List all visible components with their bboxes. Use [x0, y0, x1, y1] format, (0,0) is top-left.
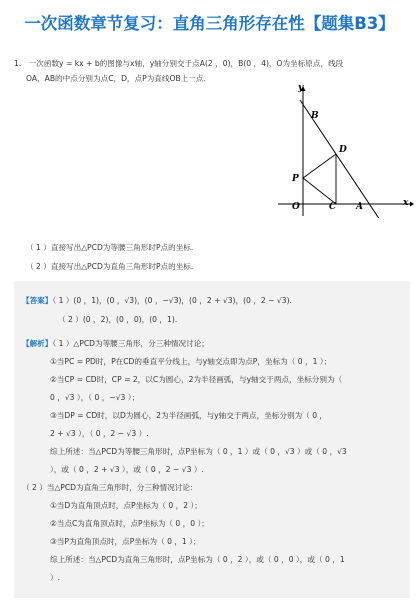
label-x: x — [403, 198, 409, 208]
question-line-2: OA，AB的中点分别为点C，D，点P为直线OB上一点. — [26, 74, 206, 83]
question-line-1 — [14, 58, 343, 69]
sub-question-1: （ 1 ）直接写出△PCD为等腰三角形时P点的坐标. — [26, 243, 194, 252]
analysis-line-9: （ 2 ）当△PCD为直角三角形时，分三种情况讨论： — [22, 483, 198, 492]
analysis-line-11: ②当点C为直角顶点时，点P坐标为（ 0 ，0 ）； — [50, 519, 209, 528]
label-b: B — [311, 111, 319, 121]
analysis-line-4: 0 ，√3 ），（ 0 ，−√3 ）； — [50, 393, 140, 402]
analysis-line-1 — [22, 338, 209, 349]
analysis-line-12: ③当P为直角顶点时，点P坐标为（ 0 ，1 ）； — [50, 537, 201, 546]
answer-line-1 — [22, 295, 292, 306]
label-o: O — [292, 202, 300, 212]
label-y: y — [298, 83, 304, 93]
page-title: 一次函数章节复习：直角三角形存在性【题集B3】 — [24, 14, 395, 33]
label-p: P — [292, 174, 299, 184]
analysis-line-2: ①当PC = PD时，P在CD的垂直平分线上，与y轴交点即为点P，坐标为（ 0 ，1 ）； — [50, 357, 332, 366]
segment-pd — [303, 154, 336, 178]
label-c: C — [329, 202, 337, 212]
segment-pc — [303, 178, 336, 204]
analysis-line-5: ③当DP = CD时，以D为圆心，2为半径画弧，与y轴交于两点，坐标分别为（ 0 ， — [50, 411, 328, 420]
analysis-line-10: ①当D为直角顶点时，点P坐标为（ 0 ，2 ）； — [50, 501, 202, 510]
answer-text-1: （ 1 ）(0 ，1)，(0 ，√3)，(0 ，−√3)，(0 ，2 + √3)，(0 ，2 − √3). — [52, 296, 292, 305]
answer-tag: 【答案】 — [22, 296, 53, 305]
analysis-line-13: 综上所述：当△PCD为直角三角形时，点P坐标为（ 0 ，2 ），或（ 0 ，0 ），或（ 0 ，1 — [50, 555, 345, 564]
question-text-1: 一次函数y = kx + b的图像与x轴，y轴分别交于点A(2 ，0)，B(0 ，4)，O为坐标原点，线段 — [28, 59, 344, 68]
analysis-text-1: （ 1 ）△PCD为等腰三角形，分三种情况讨论； — [52, 339, 209, 348]
analysis-line-7: 综上所述：当△PCD为等腰三角形时，点P坐标为（ 0 ，1 ）或（ 0 ，√3 ）或（ 0 ，√3 — [50, 447, 347, 456]
label-a: A — [356, 202, 363, 212]
analysis-line-3: ②当CP = CD时，CP = 2，以C为圆心，2为半径画弧，与y轴交于两点，坐标分别为（ — [50, 375, 343, 384]
x-axis-arrow — [410, 202, 414, 207]
question-number: 1. — [14, 59, 22, 68]
analysis-line-6: 2 + √3 ），（ 0 ，2 − √3 ）. — [50, 429, 149, 438]
answer-line-2: （ 2 ）(0 ，2)，(0 ，0)，(0 ，1). — [58, 315, 178, 324]
analysis-line-14: ）. — [50, 573, 61, 582]
geometry-diagram — [270, 78, 415, 218]
label-d: D — [339, 145, 347, 155]
answer-panel — [14, 281, 410, 598]
analysis-tag: 【解析】 — [22, 339, 53, 348]
analysis-line-8: ），或（ 0 ，2 + √3 ），或（ 0 ，2 − √3 ）. — [50, 465, 204, 474]
sub-question-2: （ 2 ）直接写出△PCD为直角三角形时P点的坐标. — [26, 262, 194, 271]
